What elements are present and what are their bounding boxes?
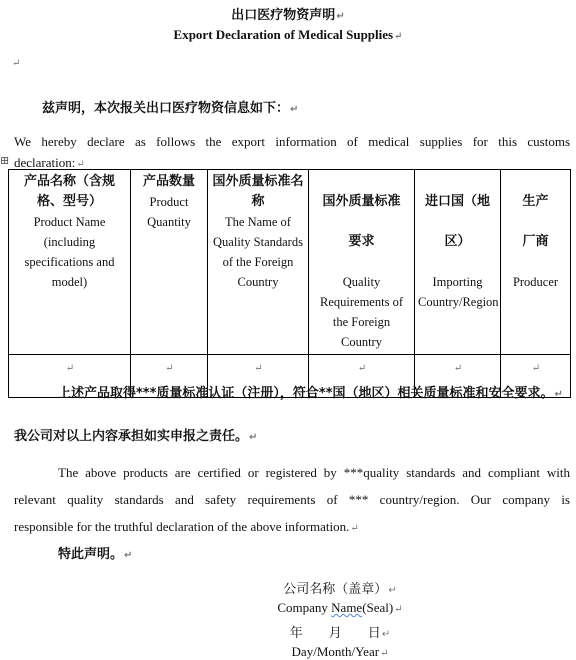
paragraph-mark-icon: ↵ bbox=[12, 58, 21, 69]
paragraph-mark-icon: ↵ bbox=[249, 432, 258, 443]
paragraph-mark-icon: ↵ bbox=[65, 363, 75, 374]
table-header-row bbox=[9, 170, 571, 355]
title-chinese: 出口医疗物资声明↵ bbox=[231, 8, 345, 23]
paragraph-mark-icon: ↵ bbox=[453, 363, 463, 374]
spellcheck-word: Name bbox=[331, 600, 363, 615]
declaration-table bbox=[8, 169, 571, 398]
paragraph-mark-icon: ↵ bbox=[388, 585, 397, 596]
english-statement bbox=[14, 459, 570, 542]
certification-statement: 上述产品取得***质量标准认证（注册），符合**国（地区）相关质量标准和安全要求。↵ bbox=[58, 386, 563, 401]
special-declaration: 特此声明。↵ bbox=[58, 547, 133, 562]
header-cell-importing-country: 进口国（地 区） Importing Country/Region bbox=[415, 170, 501, 355]
intro-english-line1: We hereby declare as follows the export information of medical supplies for this customs bbox=[14, 134, 570, 149]
paragraph-mark-icon: ↵ bbox=[357, 363, 367, 374]
paragraph-mark-icon: ↵ bbox=[394, 31, 403, 42]
date-chinese: 年 月 日↵ bbox=[289, 626, 391, 641]
intro-chinese: 兹声明，本次报关出口医疗物资信息如下：↵ bbox=[42, 101, 299, 116]
paragraph-mark-icon: ↵ bbox=[290, 104, 299, 115]
responsibility-statement: 我公司对以上内容承担如实申报之责任。↵ bbox=[14, 429, 258, 444]
paragraph-mark-icon: ↵ bbox=[76, 159, 85, 170]
header-cell-producer: 生产 厂商 Producer bbox=[501, 170, 571, 355]
header-cell-quantity: 产品数量 Product Quantity bbox=[131, 170, 208, 355]
title-english: Export Declaration of Medical Supplies↵ bbox=[173, 27, 403, 42]
paragraph-mark-icon: ↵ bbox=[381, 629, 391, 640]
paragraph-mark-icon: ↵ bbox=[336, 11, 345, 22]
header-cell-product-name: 产品名称（含规格、型号） Product Name (including specifications and model) bbox=[9, 170, 131, 355]
paragraph-mark-icon: ↵ bbox=[554, 389, 563, 400]
paragraph-mark-icon: ↵ bbox=[394, 604, 403, 615]
paragraph-mark-icon: ↵ bbox=[531, 363, 541, 374]
english-statement-line1: The above products are certified or registered by ***quality standards and compliant with bbox=[58, 465, 570, 480]
company-name-english: Company Name(Seal)↵ bbox=[277, 600, 403, 615]
paragraph-mark-icon: ↵ bbox=[124, 550, 133, 561]
company-name-chinese: 公司名称（盖章）↵ bbox=[283, 582, 397, 597]
paragraph-mark-icon: ↵ bbox=[380, 648, 389, 659]
intro-english-line2: declaration: bbox=[14, 155, 76, 170]
header-cell-quality-requirements: 国外质量标准 要求 Quality Requirements of the Foreign Country bbox=[309, 170, 415, 355]
paragraph-mark-icon: ↵ bbox=[254, 363, 263, 374]
paragraph-mark-icon: ↵ bbox=[350, 523, 359, 534]
english-statement-line3: responsible for the truthful declaration of the above information. bbox=[14, 519, 350, 534]
paragraph-mark-icon: ↵ bbox=[165, 363, 174, 374]
header-cell-standard-name: 国外质量标准名称 The Name of Quality Standards of the Foreign Country bbox=[208, 170, 309, 355]
date-english: Day/Month/Year↵ bbox=[291, 644, 389, 659]
table-move-handle-icon[interactable]: ⊞ bbox=[0, 155, 10, 167]
english-statement-line2: relevant quality standards and safety requirements of *** country/region. Our company is bbox=[14, 492, 570, 507]
